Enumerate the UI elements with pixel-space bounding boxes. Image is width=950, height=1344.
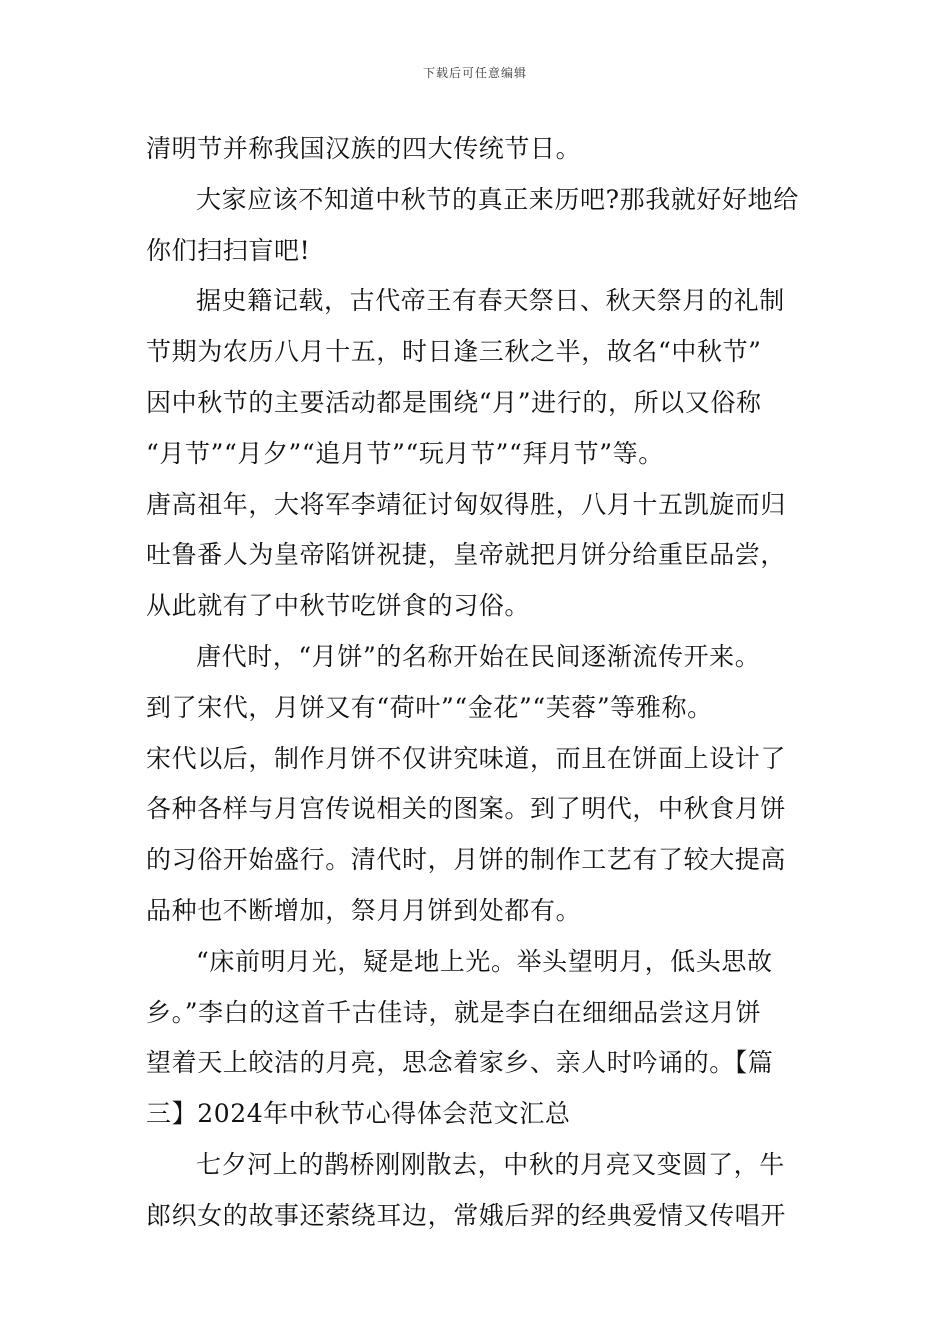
text-line: 据史籍记载，古代帝王有春天祭日、秋天祭月的礼制 [196, 286, 785, 316]
text-line: 望着天上皎洁的月亮，思念着家乡、亲人时吟诵的。【篇 [146, 1048, 774, 1078]
text-line: 七夕河上的鹊桥刚刚散去，中秋的月亮又变圆了，牛 [196, 1149, 785, 1179]
text-line: “床前明月光，疑是地上光。举头望明月，低头思故 [196, 946, 773, 976]
text-line: 到了宋代，月饼又有“荷叶”“金花”“芙蓉”等雅称。 [146, 692, 713, 722]
text-line: 宋代以后，制作月饼不仅讲究味道，而且在饼面上设计了 [146, 743, 787, 773]
text-line: 节期为农历八月十五，时日逢三秋之半，故名“中秋节” [146, 337, 762, 367]
text-line: “月节”“月夕”“追月节”“玩月节”“拜月节”等。 [146, 438, 664, 468]
text-line: 唐高祖年，大将军李靖征讨匈奴得胜，八月十五凯旋而归 [146, 489, 787, 519]
text-line: 你们扫扫盲吧! [146, 235, 311, 265]
document-body [146, 124, 810, 1242]
text-line: 因中秋节的主要活动都是围绕“月”进行的，所以又俗称 [146, 387, 762, 417]
text-line: 各种各样与月宫传说相关的图案。到了明代，中秋食月饼 [146, 794, 787, 824]
text-line: 吐鲁番人为皇帝陷饼祝捷，皇帝就把月饼分给重臣品尝， [146, 540, 787, 570]
text-line: 三】2024年中秋节心得体会范文汇总 [146, 1099, 571, 1129]
page-header: 下载后可任意编辑 [422, 66, 527, 80]
text-line: 郎织女的故事还萦绕耳边，常娥后羿的经典爱情又传唱开 [146, 1200, 787, 1230]
text-line: 从此就有了中秋节吃饼食的习俗。 [146, 591, 531, 621]
text-line: 品种也不断增加，祭月月饼到处都有。 [146, 895, 582, 925]
text-line: 的习俗开始盛行。清代时，月饼的制作工艺有了较大提高 [146, 845, 787, 875]
text-line: 乡。”李白的这首千古佳诗，就是李白在细细品尝这月饼 [146, 997, 762, 1027]
text-line: 大家应该不知道中秋节的真正来历吧?那我就好好地给 [196, 184, 799, 214]
text-line: 清明节并称我国汉族的四大传统节日。 [146, 134, 582, 163]
text-line: 唐代时，“月饼”的名称开始在民间逐渐流传开来。 [196, 641, 761, 671]
